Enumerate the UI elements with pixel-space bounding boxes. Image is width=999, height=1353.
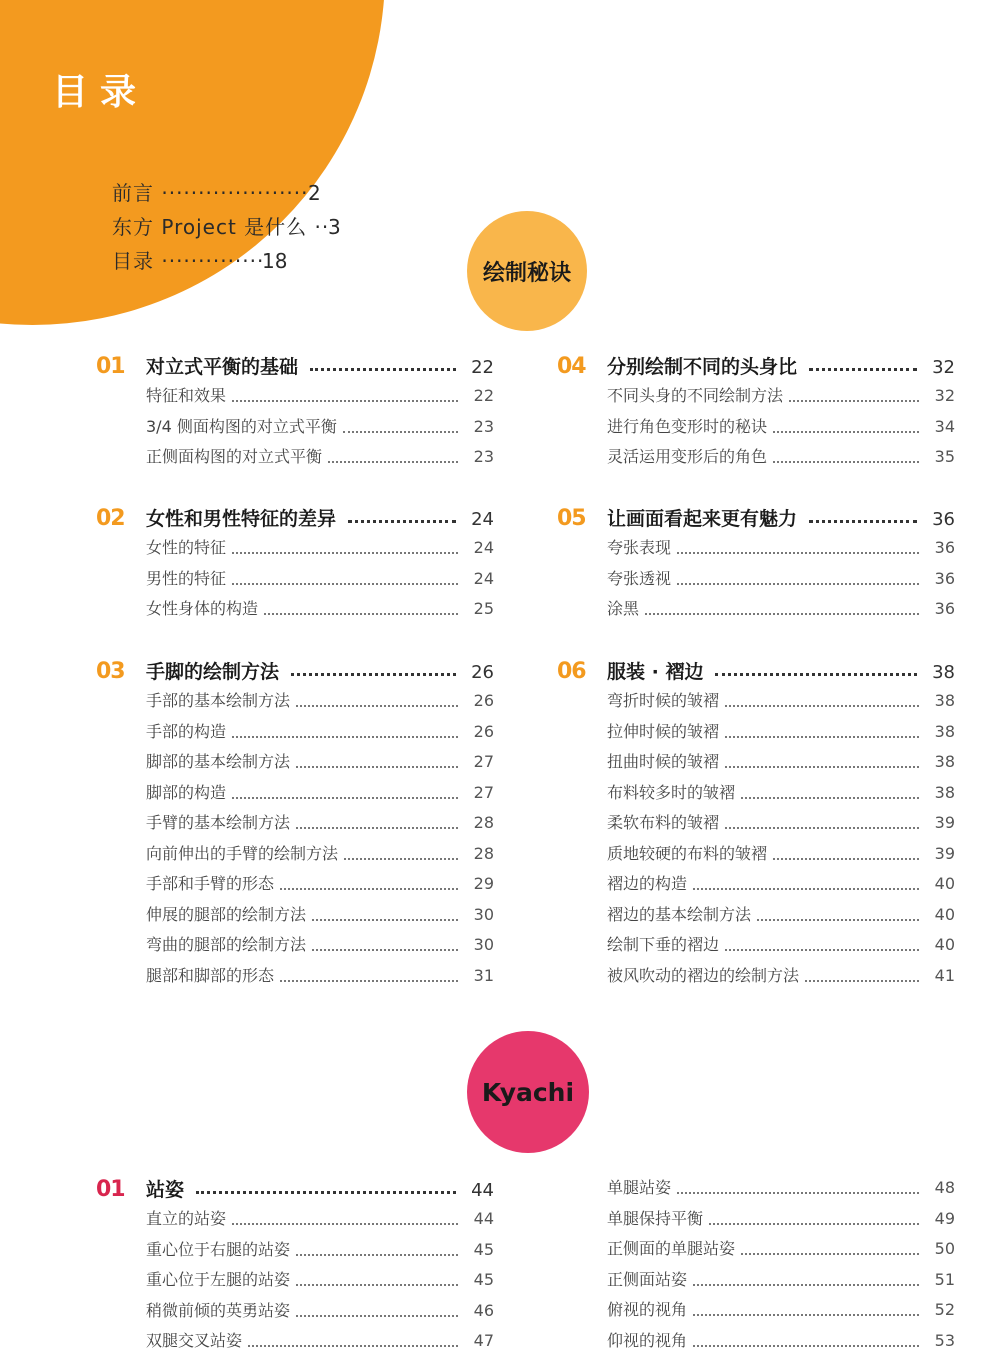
toc-entry[interactable] — [146, 780, 494, 811]
entry-page: 40 — [934, 904, 955, 924]
section-page: 36 — [932, 509, 955, 530]
toc-entry[interactable] — [607, 1206, 955, 1237]
intro-item-contents[interactable] — [112, 244, 341, 278]
toc-entry[interactable] — [146, 596, 494, 627]
section-heading[interactable] — [96, 657, 494, 688]
section-page: 32 — [932, 357, 955, 378]
toc-entry[interactable] — [607, 841, 955, 872]
entry-page: 30 — [473, 904, 494, 924]
entry-page: 35 — [934, 447, 955, 466]
section-heading[interactable] — [96, 352, 494, 383]
toc-section-01 — [96, 352, 494, 475]
toc-entry[interactable] — [607, 383, 955, 414]
entry-page: 30 — [473, 935, 494, 954]
entry-page: 32 — [934, 386, 955, 405]
section-number: 05 — [557, 506, 586, 531]
toc-section-05 — [557, 504, 955, 627]
entry-page: 24 — [473, 568, 494, 588]
entry-title: 弯曲的腿部的绘制方法 — [146, 935, 307, 954]
section-number: 04 — [557, 354, 586, 379]
entry-page: 38 — [934, 782, 955, 802]
dot-leader — [773, 431, 919, 433]
toc-entry[interactable] — [146, 1267, 494, 1298]
section-number: 02 — [96, 506, 125, 531]
entry-title: 腿部和脚部的形态 — [146, 965, 275, 985]
dot-leader — [296, 1254, 458, 1256]
toc-section-kyachi-01 — [96, 1175, 494, 1353]
intro-item-label: 前言 ····· — [112, 176, 308, 210]
section-title: 手脚的绘制方法 — [146, 661, 280, 683]
toc-entry[interactable] — [607, 749, 955, 780]
section-page: 26 — [471, 662, 494, 683]
entry-title: 正侧面构图的对立式平衡 — [146, 447, 323, 466]
section-page: 38 — [932, 662, 955, 683]
dot-leader — [344, 858, 458, 860]
toc-entry[interactable] — [146, 1206, 494, 1237]
toc-entry[interactable] — [146, 871, 494, 902]
dot-leader — [773, 858, 919, 860]
intro-item-touhou[interactable] — [112, 210, 341, 244]
dot-leader — [232, 1223, 458, 1225]
entry-title: 夸张透视 — [607, 568, 672, 588]
entry-title: 脚部的基本绘制方法 — [146, 752, 291, 771]
entry-page: 22 — [473, 386, 494, 405]
entry-title: 进行角色变形时的秘诀 — [607, 416, 768, 436]
entry-title: 夸张表现 — [607, 538, 672, 557]
intro-item-preface[interactable] — [112, 176, 341, 210]
entry-page: 46 — [473, 1300, 494, 1320]
entry-page: 51 — [934, 1269, 955, 1289]
toc-entry[interactable] — [146, 566, 494, 597]
toc-entry[interactable] — [607, 1328, 955, 1353]
entry-title: 单腿站姿 — [607, 1178, 672, 1197]
badge-drawing-tips: 绘制秘诀 — [467, 211, 587, 331]
entry-page: 38 — [934, 752, 955, 771]
toc-entry[interactable] — [607, 535, 955, 566]
toc-entry[interactable] — [146, 688, 494, 719]
toc-section-kyachi-01-continued — [557, 1175, 955, 1353]
dot-leader — [805, 980, 919, 982]
dot-leader — [693, 1345, 919, 1347]
dot-leader — [693, 1314, 919, 1316]
entry-title: 男性的特征 — [146, 568, 227, 588]
section-number: 03 — [96, 659, 125, 684]
entry-page: 24 — [473, 538, 494, 557]
dot-leader — [725, 766, 919, 768]
entry-title: 女性身体的构造 — [146, 599, 259, 618]
section-heading[interactable] — [557, 352, 955, 383]
entry-title: 俯视的视角 — [607, 1300, 688, 1319]
toc-entry[interactable] — [607, 688, 955, 719]
toc-section-04 — [557, 352, 955, 475]
toc-entry[interactable] — [146, 902, 494, 933]
intro-item-page: 18 — [262, 249, 288, 273]
dot-leader — [725, 705, 919, 707]
dot-leader — [312, 919, 458, 921]
toc-entry[interactable] — [607, 902, 955, 933]
toc-entry[interactable] — [607, 780, 955, 811]
entry-title: 仰视的视角 — [607, 1330, 688, 1350]
dot-leader — [296, 1284, 458, 1286]
intro-list — [112, 176, 341, 278]
toc-entry[interactable] — [146, 1237, 494, 1268]
dot-leader — [693, 888, 919, 890]
entry-page: 41 — [934, 965, 955, 985]
section-title: 服装 · 褶边 — [607, 661, 704, 683]
section-page: 44 — [471, 1180, 494, 1201]
entry-page: 39 — [934, 843, 955, 863]
section-title: 对立式平衡的基础 — [146, 356, 299, 378]
entry-title: 柔软布料的皱褶 — [607, 813, 720, 832]
dot-leader — [693, 1284, 919, 1286]
entry-title: 向前伸出的手臂的绘制方法 — [146, 843, 339, 863]
entry-title: 手臂的基本绘制方法 — [146, 813, 291, 832]
entry-title: 被风吹动的褶边的绘制方法 — [607, 965, 800, 985]
toc-entry[interactable] — [146, 932, 494, 963]
dot-leader — [232, 552, 458, 554]
section-title: 女性和男性特征的差异 — [146, 508, 337, 530]
toc-entry[interactable] — [607, 566, 955, 597]
entry-page: 38 — [934, 691, 955, 710]
toc-entry[interactable] — [146, 1298, 494, 1329]
entry-page: 34 — [934, 416, 955, 436]
entry-title: 伸展的腿部的绘制方法 — [146, 904, 307, 924]
toc-entry[interactable] — [607, 810, 955, 841]
toc-entry[interactable] — [146, 719, 494, 750]
dot-leader — [741, 797, 919, 799]
intro-item-label: 东方 Project 是什么 ····· — [112, 210, 328, 244]
toc-entry[interactable] — [146, 810, 494, 841]
toc-section-02 — [96, 504, 494, 627]
entry-page: 39 — [934, 813, 955, 832]
dot-leader — [741, 1253, 919, 1255]
entry-title: 正侧面站姿 — [607, 1269, 688, 1289]
dot-leader — [343, 431, 458, 433]
intro-item-page: 3 — [328, 215, 341, 239]
entry-title: 稍微前倾的英勇站姿 — [146, 1300, 291, 1320]
section-page: 22 — [471, 357, 494, 378]
section-number: 01 — [96, 1177, 125, 1202]
entry-page: 48 — [934, 1178, 955, 1197]
entry-title: 双腿交叉站姿 — [146, 1331, 243, 1350]
entry-page: 52 — [934, 1300, 955, 1319]
dot-leader — [677, 552, 919, 554]
entry-title: 正侧面的单腿站姿 — [607, 1239, 736, 1258]
toc-entry[interactable] — [607, 963, 955, 994]
entry-title: 单腿保持平衡 — [607, 1208, 704, 1228]
entry-page: 28 — [473, 813, 494, 832]
entry-title: 褶边的构造 — [607, 874, 688, 893]
entry-page: 40 — [934, 874, 955, 893]
toc-entry[interactable] — [146, 749, 494, 780]
toc-entry[interactable] — [607, 444, 955, 475]
entry-page: 28 — [473, 843, 494, 863]
entry-page: 36 — [934, 568, 955, 588]
dot-leader — [196, 1191, 456, 1194]
intro-item-page: 2 — [308, 181, 321, 205]
section-title: 站姿 — [146, 1179, 185, 1201]
entry-title: 扭曲时候的皱褶 — [607, 752, 720, 771]
entry-title: 特征和效果 — [146, 386, 227, 405]
toc-entry[interactable] — [146, 1328, 494, 1353]
entry-page: 23 — [473, 447, 494, 466]
entry-page: 27 — [473, 782, 494, 802]
dot-leader — [296, 827, 458, 829]
entry-page: 45 — [473, 1270, 494, 1289]
toc-entry[interactable] — [607, 414, 955, 445]
dot-leader — [232, 797, 458, 799]
entry-page: 47 — [473, 1331, 494, 1350]
entry-title: 手部和手臂的形态 — [146, 874, 275, 893]
toc-entry[interactable] — [607, 1267, 955, 1298]
dot-leader — [264, 613, 458, 615]
toc-entry[interactable] — [607, 596, 955, 627]
dot-leader — [280, 888, 458, 890]
dot-leader — [809, 520, 917, 523]
dot-leader — [296, 766, 458, 768]
toc-entry[interactable] — [146, 383, 494, 414]
entry-title: 3/4 侧面构图的对立式平衡 — [146, 416, 337, 436]
entry-page: 53 — [934, 1330, 955, 1350]
dot-leader — [645, 613, 919, 615]
dot-leader — [248, 1345, 458, 1347]
section-number: 01 — [96, 354, 125, 379]
entry-page: 25 — [473, 599, 494, 618]
entry-title: 褶边的基本绘制方法 — [607, 904, 752, 924]
entry-page: 36 — [934, 538, 955, 557]
section-heading[interactable] — [96, 504, 494, 535]
entry-page: 49 — [934, 1208, 955, 1228]
entry-title: 重心位于左腿的站姿 — [146, 1270, 291, 1289]
entry-title: 不同头身的不同绘制方法 — [607, 386, 784, 405]
entry-title: 脚部的构造 — [146, 782, 227, 802]
dot-leader — [789, 400, 919, 402]
entry-page: 36 — [934, 599, 955, 618]
dot-leader — [677, 583, 919, 585]
entry-page: 29 — [473, 874, 494, 893]
dot-leader — [296, 1315, 458, 1317]
entry-title: 布料较多时的皱褶 — [607, 782, 736, 802]
dot-leader — [773, 461, 919, 463]
entry-title: 弯折时候的皱褶 — [607, 691, 720, 710]
dot-leader — [348, 520, 456, 523]
toc-entry[interactable] — [607, 932, 955, 963]
dot-leader — [715, 673, 917, 676]
entry-page: 40 — [934, 935, 955, 954]
badge-kyachi: Kyachi — [467, 1031, 589, 1153]
dot-leader — [291, 673, 456, 676]
intro-item-label: 目录 ····· — [112, 244, 262, 278]
section-title: 分别绘制不同的头身比 — [607, 356, 798, 378]
entry-page: 44 — [473, 1209, 494, 1228]
dot-leader — [725, 736, 919, 738]
entry-title: 女性的特征 — [146, 538, 227, 557]
toc-entry[interactable] — [607, 871, 955, 902]
section-title: 让画面看起来更有魅力 — [607, 508, 798, 530]
toc-entry[interactable] — [146, 444, 494, 475]
entry-page: 26 — [473, 691, 494, 710]
toc-entry[interactable] — [607, 1297, 955, 1328]
dot-leader — [677, 1192, 919, 1194]
dot-leader — [757, 919, 919, 921]
entry-title: 质地较硬的布料的皱褶 — [607, 843, 768, 863]
toc-entry[interactable] — [146, 841, 494, 872]
toc-section-06 — [557, 657, 955, 993]
page-title: 目录 — [52, 72, 149, 113]
section-heading[interactable] — [96, 1175, 494, 1206]
entry-title: 直立的站姿 — [146, 1209, 227, 1228]
entry-title: 拉伸时候的皱褶 — [607, 721, 720, 741]
dot-leader — [232, 400, 458, 402]
dot-leader — [709, 1223, 919, 1225]
dot-leader — [725, 949, 919, 951]
entry-page: 26 — [473, 721, 494, 741]
entry-page: 27 — [473, 752, 494, 771]
section-number: 06 — [557, 659, 586, 684]
dot-leader — [725, 827, 919, 829]
dot-leader — [232, 583, 458, 585]
toc-entry[interactable] — [146, 963, 494, 994]
toc-entry[interactable] — [607, 1175, 955, 1206]
entry-page: 23 — [473, 416, 494, 436]
toc-entry[interactable] — [146, 414, 494, 445]
dot-leader — [280, 980, 458, 982]
toc-section-03 — [96, 657, 494, 993]
entry-page: 38 — [934, 721, 955, 741]
section-page: 24 — [471, 509, 494, 530]
entry-title: 手部的构造 — [146, 721, 227, 741]
entry-page: 45 — [473, 1239, 494, 1259]
dot-leader — [312, 949, 458, 951]
dot-leader — [310, 368, 456, 371]
dot-leader — [328, 461, 458, 463]
entry-title: 绘制下垂的褶边 — [607, 935, 720, 954]
toc-entry[interactable] — [607, 719, 955, 750]
section-heading[interactable] — [557, 657, 955, 688]
dot-leader — [809, 368, 917, 371]
entry-page: 31 — [473, 965, 494, 985]
entry-title: 涂黑 — [607, 599, 640, 618]
entry-title: 手部的基本绘制方法 — [146, 691, 291, 710]
dot-leader — [296, 705, 458, 707]
section-heading[interactable] — [557, 504, 955, 535]
entry-page: 50 — [934, 1239, 955, 1258]
dot-leader — [232, 736, 458, 738]
toc-entry[interactable] — [607, 1236, 955, 1267]
entry-title: 灵活运用变形后的角色 — [607, 447, 768, 466]
toc-entry[interactable] — [146, 535, 494, 566]
entry-title: 重心位于右腿的站姿 — [146, 1239, 291, 1259]
